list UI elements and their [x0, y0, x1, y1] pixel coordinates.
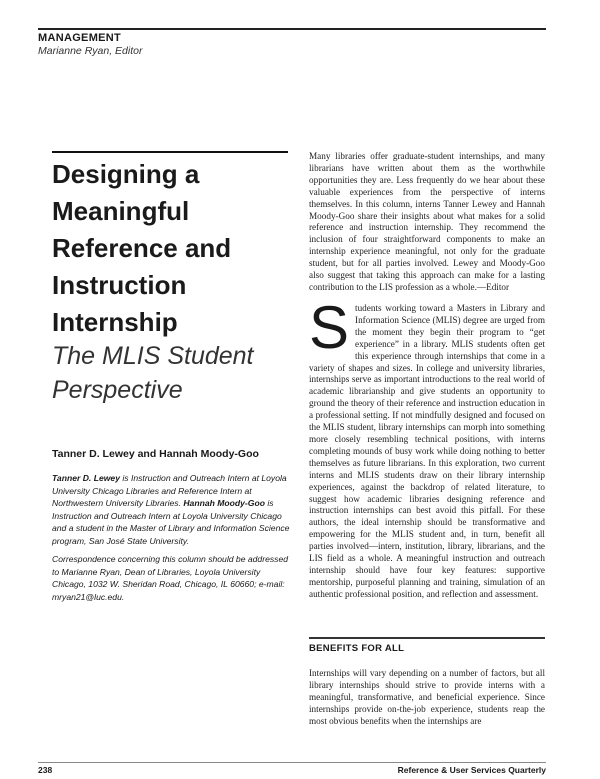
author-name: Tanner D. Lewey	[52, 473, 120, 483]
editor-intro: Many libraries offer graduate-student internships, and many librarians have written about them as the worthwhile opportunities they are. Less frequently do we hear about these valuable experiences from the perspective of interns themselves. In this column, interns Tanner Lewey and Hannah Moody-Goo share their insights about what makes for a solid reference and instruction internship. They recommend the inclusion of four straightforward components to make an internship experience meaningful, not only for the graduate student, but for all parties involved. Lewey and Moody-Goo also suggest that taking this approach can make for a lasting contribution to the LIS profession as a whole.—Editor	[309, 151, 545, 292]
page-number: 238	[38, 765, 53, 775]
body-paragraph-2: Internships will vary depending on a number of factors, but all library internships should strive to provide interns with a meaningful, transformative, and beneficial experience. Since internships provide on-the-job experience, students reap the most obvious benefits when the internships are	[309, 668, 545, 726]
author-bio-text: is Instruction and Outreach Intern at Loyola University Chicago and a student in the Master of Library and Information Science program, San José State University.	[52, 498, 290, 546]
article-subtitle	[52, 339, 292, 407]
author-name: Hannah Moody-Goo	[183, 498, 265, 509]
title-line: Internship	[52, 307, 178, 337]
title-rule	[52, 151, 288, 153]
title-line: Reference and	[52, 233, 232, 263]
title-line: Designing a	[52, 159, 200, 189]
footer-rule	[38, 762, 546, 763]
section-label: MANAGEMENT	[38, 32, 122, 44]
header-rule	[38, 28, 546, 30]
body-text: tudents working toward a Masters in Library and Information Science (MLIS) degree are urged from the moment they begin their program to “get experience” in a library. MLIS students often get this experience through internships that come in a variety of shapes and sizes. In college and university libraries, internships serve as important introductions to the real world of academic librarianship and give students an opportunity to ground the theory of their reference and instruction education in a professional setting. If not mindfully designed and focused on the MLIS student, library internships can morph into something more closely resembling technical positions, with interns completing mounds of busy work while doing nothing to better themselves as future librarians. In this exploration, two current interns and MLIS students draw on their library internship experiences, against the backdrop of related literature, to suggest how academic libraries designing reference and instruction internships can best avoid this pitfall. For these authors, the ideal internship should be transformative and empowering for the MLIS student and, in turn, benefit all parties involved—intern, institution, library, librarians, and the LIS field as a whole. A meaningful instruction and outreach internship should have four key features: supportive mentorship, purposeful planning and training, simulation of an authentic professional position, and reflection and assessment.	[309, 303, 545, 599]
title-line: Meaningful	[52, 196, 190, 226]
subtitle-line: Perspective	[52, 376, 183, 404]
body-paragraph-1	[309, 294, 545, 601]
column-editor: Marianne Ryan, Editor	[38, 45, 143, 57]
author-bio	[52, 472, 292, 548]
title-line: Instruction	[52, 270, 187, 300]
author-byline: Tanner D. Lewey and Hannah Moody-Goo	[52, 448, 259, 460]
correspondence-note: Correspondence concerning this column should be addressed to Marianne Ryan, Dean of Libraries, Loyola University Chicago, 1032 W. Sheridan Road, Chicago, IL 60660; e-mail: mryan21@luc.edu.	[52, 554, 288, 602]
subtitle-line: The MLIS Student	[52, 342, 254, 370]
article-title	[52, 156, 292, 341]
section-heading-rule	[309, 637, 545, 639]
section-heading: BENEFITS FOR ALL	[309, 643, 405, 654]
journal-name: Reference & User Services Quarterly	[397, 765, 546, 775]
drop-cap: S	[309, 294, 350, 361]
author-bio-text: is Instruction and Outreach Intern at Loyola University Chicago Libraries and Reference Intern at Northwestern University Libraries.	[52, 473, 287, 509]
